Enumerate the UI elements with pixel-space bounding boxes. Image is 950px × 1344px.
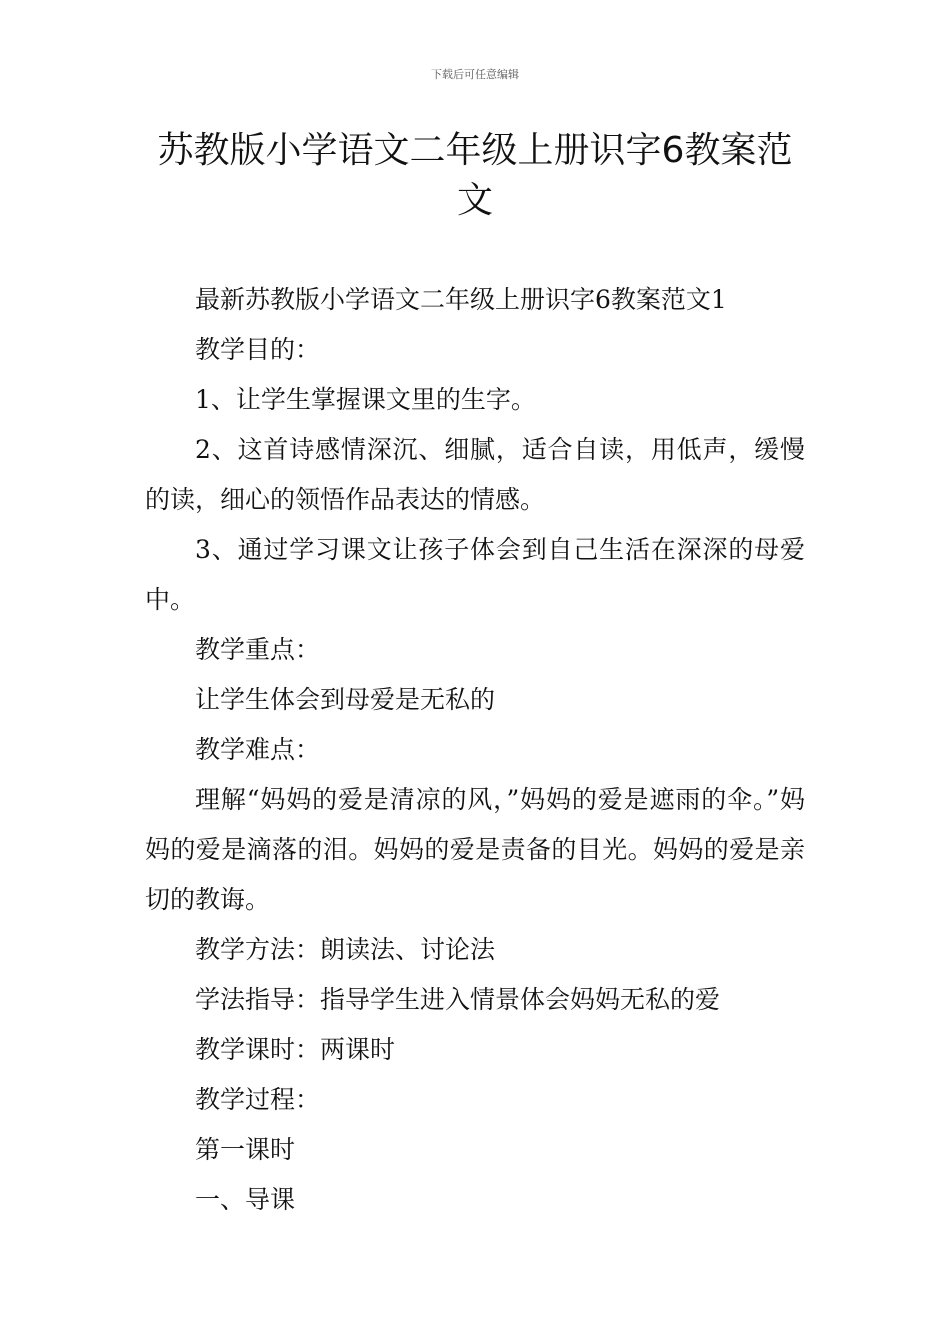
- paragraph-key-points: 让学生体会到母爱是无私的: [195, 685, 496, 714]
- paragraph-goal-1: 1、让学生掌握课文里的生字。: [195, 385, 536, 414]
- paragraph-subtitle: 最新苏教版小学语文二年级上册识字6教案范文1: [195, 285, 727, 314]
- paragraph-goal-2: 2、这首诗感情深沉、细腻，适合自读，用低声，缓慢的读，细心的领悟作品表达的情感。: [145, 435, 805, 514]
- document-title: 苏教版小学语文二年级上册识字6教案范文: [157, 130, 793, 221]
- paragraph-learning-guidance: 学法指导：指导学生进入情景体会妈妈无私的爱: [195, 985, 721, 1014]
- paragraph-process-heading: 教学过程：: [195, 1085, 321, 1114]
- paragraph-difficulties-heading: 教学难点：: [195, 735, 321, 764]
- paragraph-introduction: 一、导课: [195, 1185, 296, 1214]
- paragraph-teaching-goals-heading: 教学目的：: [195, 335, 321, 364]
- paragraph-key-points-heading: 教学重点：: [195, 635, 321, 664]
- paragraph-goal-3: 3、通过学习课文让孩子体会到自己生活在深深的母爱中。: [145, 535, 805, 614]
- document-body: [145, 275, 805, 1225]
- header-note: 下载后可任意编辑: [431, 68, 519, 81]
- paragraph-teaching-method: 教学方法：朗读法、讨论法: [195, 935, 496, 964]
- paragraph-class-hours: 教学课时：两课时: [195, 1035, 396, 1064]
- paragraph-first-lesson: 第一课时: [195, 1135, 296, 1164]
- paragraph-difficulties: 理解“妈妈的爱是清凉的风，”妈妈的爱是遮雨的伞。”妈妈的爱是滴落的泪。妈妈的爱是责备的目光。妈妈的爱是亲切的教诲。: [145, 785, 805, 914]
